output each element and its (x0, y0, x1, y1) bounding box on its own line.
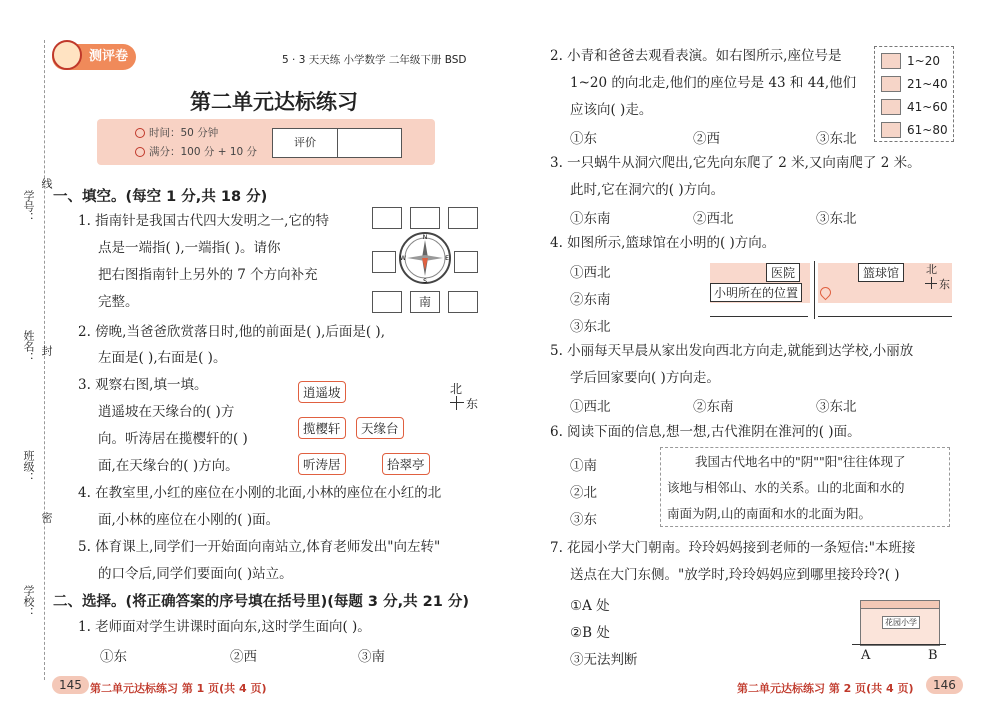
s2-q4: 4. 如图所示,篮球馆在小明的( )方向。 (550, 235, 776, 251)
point-b: B (928, 648, 938, 663)
right-footer: 第二单元达标练习 第 2 页(共 4 页) (737, 682, 914, 695)
spine-name-label: 姓名： (22, 330, 35, 363)
up-arrow-icon (881, 53, 901, 69)
s2-q1-opt1[interactable]: ①东 (100, 649, 127, 665)
compass-w: W (400, 255, 406, 262)
s2-q1-opt3[interactable]: ③南 (358, 649, 385, 665)
s2-q2-line1: 2. 小青和爸爸去观看表演。如右图所示,座位号是 (550, 48, 842, 64)
info-line3: 南面为阴,山的南面和水的北面为阳。 (667, 506, 871, 521)
spine-class-label: 班级： (22, 450, 35, 483)
place-lanyingxuan: 揽樱轩 (298, 417, 346, 439)
time-text: 时间：50 分钟 (149, 127, 219, 139)
eval-input[interactable] (338, 129, 401, 157)
spine-mi: 密 (40, 512, 53, 523)
s2-q5-line1: 5. 小丽每天早晨从家出发向西北方向走,就能到达学校,小丽放 (550, 343, 914, 359)
map-home: 小明所在的位置 (710, 283, 802, 302)
s2-q5-opt3[interactable]: ③东北 (816, 399, 857, 415)
map-figure (710, 261, 952, 319)
s2-q5-line2: 学后回家要向( )方向走。 (570, 370, 720, 386)
s2-q6: 6. 阅读下面的信息,想一想,古代淮阴在淮河的( )面。 (550, 424, 861, 440)
s2-q5-opt2[interactable]: ②东南 (693, 399, 734, 415)
s2-q3-line2: 此时,它在洞穴的( )方向。 (570, 182, 725, 198)
map-north: 北 (926, 263, 937, 276)
direction-cross-icon (456, 396, 457, 410)
map-hospital: 医院 (766, 263, 800, 282)
s1-q1-line1: 1. 指南针是我国古代四大发明之一,它的特 (78, 213, 329, 229)
s2-q2-line3: 应该向( )走。 (570, 102, 653, 118)
compass-box-south: 南 (410, 291, 440, 313)
info-line1: 我国古代地名中的"阴""阳"往往体现了 (695, 454, 906, 469)
left-arrow-icon (881, 99, 901, 115)
compass-e: E (445, 255, 449, 262)
series-info: 5 · 3 天天练 小学数学 二年级下册 BSD (282, 54, 467, 66)
s2-q6-opt2[interactable]: ②北 (570, 485, 597, 501)
seat-row-1 (881, 53, 940, 69)
clock-icon (135, 128, 145, 138)
s2-q2-opt1[interactable]: ①东 (570, 131, 597, 147)
map-east: 东 (939, 278, 950, 291)
mascot-icon (52, 40, 82, 70)
s1-q2-line2: 左面是( ),右面是( )。 (98, 350, 227, 366)
right-page-number: 146 (926, 676, 963, 694)
compass-box-bottom-left[interactable] (372, 291, 402, 313)
compass-s: S (423, 278, 427, 285)
down-arrow-icon (881, 122, 901, 138)
seat-label-4: 61~80 (907, 123, 948, 137)
compass-box-top-mid[interactable] (410, 207, 440, 229)
s2-q3-line1: 3. 一只蜗牛从洞穴爬出,它先向东爬了 2 米,又向南爬了 2 米。 (550, 155, 921, 171)
spine-xian: 线 (40, 178, 53, 189)
s1-q3-line2: 逍遥坡在天缘台的( )方 (98, 404, 235, 420)
s2-q3-opt1[interactable]: ①东南 (570, 211, 611, 227)
place-tianyuantai: 天缘台 (356, 417, 404, 439)
s1-q5-line2: 的口令后,同学们要面向( )站立。 (98, 566, 293, 582)
s1-q4-line2: 面,小林的座位在小刚的( )面。 (98, 512, 280, 528)
s2-q2-opt2[interactable]: ②西 (693, 131, 720, 147)
school-ground (852, 644, 946, 645)
compass-box-bottom-right[interactable] (448, 291, 478, 313)
left-footer: 第二单元达标练习 第 1 页(共 4 页) (90, 682, 267, 695)
score-text: 满分：100 分 + 10 分 (149, 146, 258, 158)
s2-q7-opt1[interactable]: ①A 处 (570, 598, 610, 614)
s1-q3-line3: 向。听涛居在揽樱轩的( ) (98, 431, 248, 447)
left-page-number: 145 (52, 676, 89, 694)
s1-q2-line1: 2. 傍晚,当爸爸欣赏落日时,他的前面是( ),后面是( ), (78, 324, 385, 340)
s1-q1-line3: 把右图指南针上另外的 7 个方向补充 (98, 267, 318, 283)
compass-box-top-left[interactable] (372, 207, 402, 229)
place-shicuiting: 拾翠亭 (382, 453, 430, 475)
point-a: A (861, 648, 871, 663)
compass-box-top-right[interactable] (448, 207, 478, 229)
spine-feng: 封 (40, 345, 53, 356)
place-xiaoyaopo: 逍遥坡 (298, 381, 346, 403)
eval-label: 评价 (273, 129, 338, 157)
eval-box (272, 128, 402, 158)
compass-box-left[interactable] (372, 251, 396, 273)
seat-panel (874, 46, 954, 142)
school-sign: 花园小学 (882, 616, 920, 629)
place-tingtaoju: 听涛居 (298, 453, 346, 475)
seat-row-2 (881, 76, 948, 92)
seat-label-3: 41~60 (907, 100, 948, 114)
seat-row-3 (881, 99, 948, 115)
s2-q2-line2: 1~20 的向北走,他们的座位号是 43 和 44,他们 (570, 75, 857, 91)
s1-q3-line4: 面,在天缘台的( )方向。 (98, 458, 239, 474)
map-vline (814, 261, 815, 319)
s1-q1-line2: 点是一端指( ),一端指( )。请你 (98, 240, 281, 256)
info-line2: 该地与相邻山、水的关系。山的北面和水的 (667, 480, 905, 495)
s2-q3-opt3[interactable]: ③东北 (816, 211, 857, 227)
s2-q2-opt3[interactable]: ③东北 (816, 131, 857, 147)
s1-q4-line1: 4. 在教室里,小红的座位在小刚的北面,小林的座位在小红的北 (78, 485, 442, 501)
s2-q7-opt3[interactable]: ③无法判断 (570, 652, 638, 668)
map-gym: 篮球馆 (858, 263, 904, 282)
section1-title: 一、填空。(每空 1 分,共 18 分) (53, 189, 268, 205)
map-bottom-line-right (818, 316, 952, 317)
s2-q6-opt1[interactable]: ①南 (570, 458, 597, 474)
s1-q1-line4: 完整。 (98, 294, 139, 310)
s2-q7-line1: 7. 花园小学大门朝南。玲玲妈妈接到老师的一条短信:"本班接 (550, 540, 916, 556)
seat-label-2: 21~40 (907, 77, 948, 91)
s2-q7-opt2[interactable]: ②B 处 (570, 625, 610, 641)
seat-label-1: 1~20 (907, 54, 940, 68)
binding-line (44, 40, 45, 680)
right-arrow-icon (881, 76, 901, 92)
s2-q3-opt2[interactable]: ②西北 (693, 211, 734, 227)
spine-school-label: 学校： (22, 585, 35, 618)
spine-id-label: 学号： (22, 190, 35, 223)
info-panel (97, 119, 435, 165)
compass-n: N (422, 234, 428, 241)
school-building-icon (852, 600, 946, 650)
s2-q7-line2: 送点在大门东侧。"放学时,玲玲妈妈应到哪里接玲玲?( ) (570, 567, 900, 583)
north-label: 北 (450, 382, 463, 396)
check-icon (135, 147, 145, 157)
s2-q5-opt1[interactable]: ①西北 (570, 399, 611, 415)
direction-cross-h (450, 402, 464, 403)
section2-title: 二、选择。(将正确答案的序号填在括号里)(每题 3 分,共 21 分) (53, 594, 469, 610)
badge-text: 测评卷 (88, 49, 128, 64)
map-bottom-line-left (710, 316, 808, 317)
info-box (660, 447, 950, 527)
s2-q1-opt2[interactable]: ②西 (230, 649, 257, 665)
seat-row-4 (881, 122, 948, 138)
compass-box-right[interactable] (454, 251, 478, 273)
s2-q1: 1. 老师面对学生讲课时面向东,这时学生面向( )。 (78, 619, 371, 635)
page-title: 第二单元达标练习 (190, 89, 358, 114)
compass-icon (398, 230, 452, 286)
map-cross-h (925, 283, 937, 284)
s2-q4-opt3[interactable]: ③东北 (570, 319, 611, 335)
s1-q3-line1: 3. 观察右图,填一填。 (78, 377, 208, 393)
s2-q4-opt2[interactable]: ②东南 (570, 292, 611, 308)
s2-q4-opt1[interactable]: ①西北 (570, 265, 611, 281)
east-label: 东 (466, 397, 479, 411)
s1-q5-line1: 5. 体育课上,同学们一开始面向南站立,体育老师发出"向左转" (78, 539, 441, 555)
s2-q6-opt3[interactable]: ③东 (570, 512, 597, 528)
